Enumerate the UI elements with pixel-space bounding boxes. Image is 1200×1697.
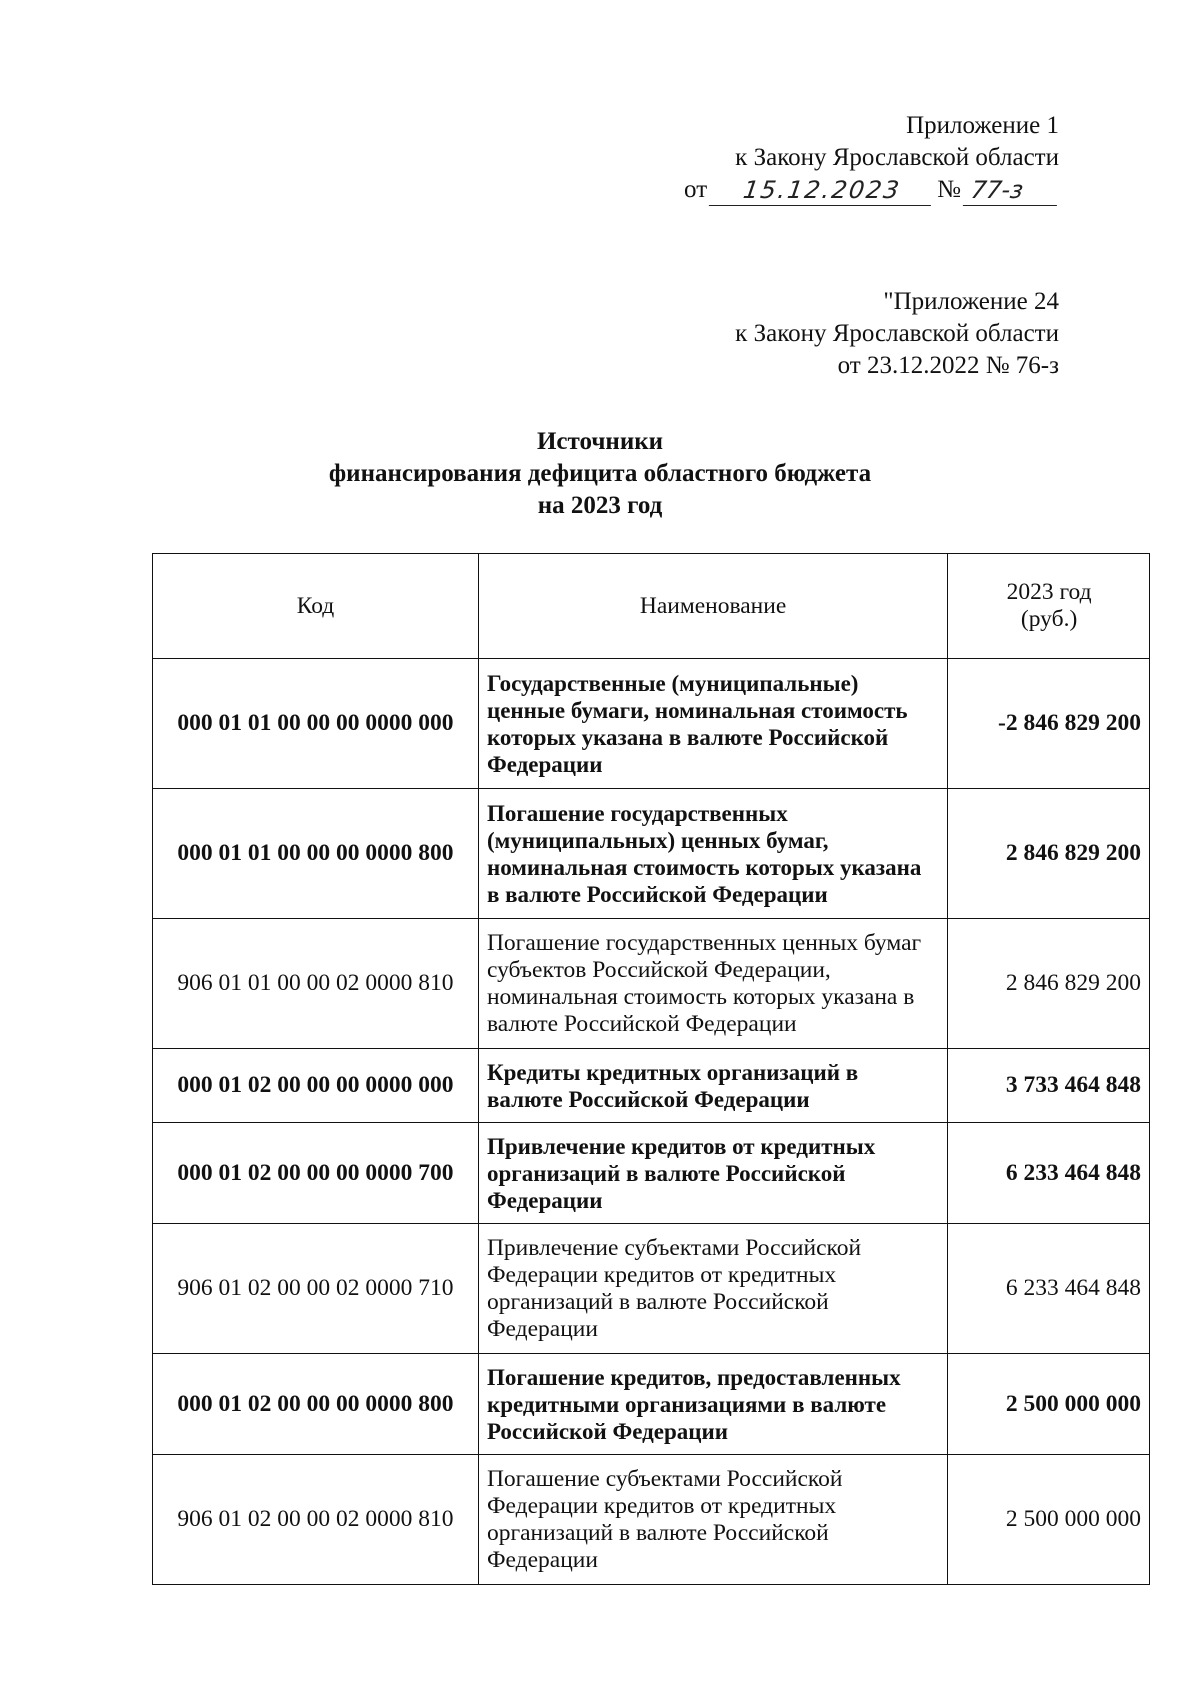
name-cell: Привлечение субъектами Российской Федерации кредитов от кредитных организаций в валюте Российской Федерации xyxy=(478,1224,947,1354)
table-row xyxy=(153,1224,1150,1354)
table-body xyxy=(153,659,1150,1585)
table-row xyxy=(153,1123,1150,1224)
sum-cell: -2 846 829 200 xyxy=(948,659,1150,789)
sum-cell: 2 846 829 200 xyxy=(948,789,1150,919)
sum-cell: 2 500 000 000 xyxy=(948,1455,1150,1585)
sum-cell: 3 733 464 848 xyxy=(948,1049,1150,1123)
name-cell: Погашение государственных ценных бумаг субъектов Российской Федерации, номинальная стоимость которых указана в валюте Российской Федерации xyxy=(478,919,947,1049)
table-row xyxy=(153,919,1150,1049)
header-sum-year: 2023 год xyxy=(1006,579,1092,605)
appendix24-law: к Закону Ярославской области xyxy=(735,320,1059,347)
header-name: Наименование xyxy=(478,554,947,659)
title-line-3: на 2023 год xyxy=(537,492,663,519)
code-cell: 000 01 02 00 00 00 0000 000 xyxy=(153,1049,479,1123)
name-cell: Привлечение кредитов от кредитных организаций в валюте Российской Федерации xyxy=(478,1123,947,1224)
header-code: Код xyxy=(153,554,479,659)
appendix24-date: от 23.12.2022 № 76-з xyxy=(837,352,1059,379)
financing-sources-table xyxy=(152,553,1150,1585)
table-row xyxy=(153,789,1150,919)
code-cell: 000 01 01 00 00 00 0000 800 xyxy=(153,789,479,919)
table-row xyxy=(153,1455,1150,1585)
table-row xyxy=(153,1049,1150,1123)
name-cell: Кредиты кредитных организаций в валюте Российской Федерации xyxy=(478,1049,947,1123)
code-cell: 906 01 02 00 00 02 0000 810 xyxy=(153,1455,479,1585)
title-line-2: финансирования дефицита областного бюджета xyxy=(328,460,872,487)
name-cell: Погашение субъектами Российской Федерации кредитов от кредитных организаций в валюте Российской Федерации xyxy=(478,1455,947,1585)
table-header-row xyxy=(153,554,1150,659)
appendix1-date-line xyxy=(684,174,1059,206)
table-row xyxy=(153,659,1150,789)
name-cell: Государственные (муниципальные) ценные бумаги, номинальная стоимость которых указана в валюте Российской Федерации xyxy=(478,659,947,789)
header-sum xyxy=(948,554,1150,659)
code-cell: 000 01 02 00 00 00 0000 700 xyxy=(153,1123,479,1224)
title-line-1: Источники xyxy=(536,428,664,455)
handwritten-number: 77-з xyxy=(963,175,1061,206)
name-cell: Погашение государственных (муниципальных) ценных бумаг, номинальная стоимость которых указана в валюте Российской Федерации xyxy=(478,789,947,919)
from-label: от xyxy=(684,176,708,203)
code-cell: 000 01 01 00 00 00 0000 000 xyxy=(153,659,479,789)
appendix24-title: "Приложение 24 xyxy=(883,288,1059,315)
code-cell: 906 01 01 00 00 02 0000 810 xyxy=(153,919,479,1049)
appendix24-header xyxy=(735,286,1059,382)
sum-cell: 6 233 464 848 xyxy=(948,1224,1150,1354)
code-cell: 000 01 02 00 00 00 0000 800 xyxy=(153,1354,479,1455)
sum-cell: 2 500 000 000 xyxy=(948,1354,1150,1455)
table-row xyxy=(153,1354,1150,1455)
document-title xyxy=(0,426,1200,522)
handwritten-date: 15.12.2023 xyxy=(709,175,935,206)
number-label: № xyxy=(937,176,961,203)
appendix1-title: Приложение 1 xyxy=(906,112,1059,139)
name-cell: Погашение кредитов, предоставленных кредитными организациями в валюте Российской Федерации xyxy=(478,1354,947,1455)
appendix1-header xyxy=(684,110,1059,206)
appendix1-law: к Закону Ярославской области xyxy=(735,144,1059,171)
header-sum-unit: (руб.) xyxy=(1020,606,1078,632)
code-cell: 906 01 02 00 00 02 0000 710 xyxy=(153,1224,479,1354)
sum-cell: 2 846 829 200 xyxy=(948,919,1150,1049)
sum-cell: 6 233 464 848 xyxy=(948,1123,1150,1224)
